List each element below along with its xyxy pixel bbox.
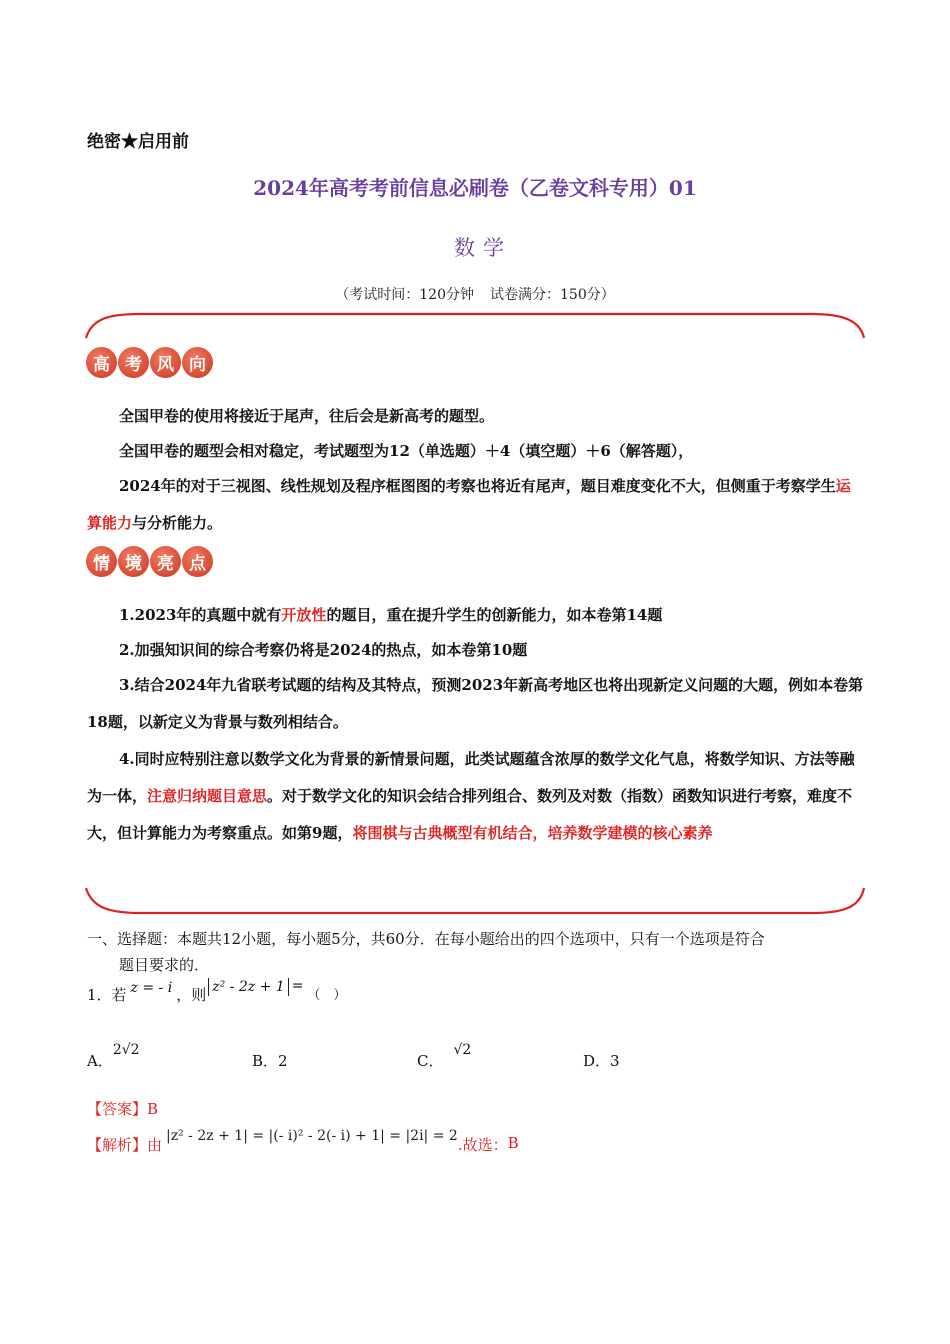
badge-char: 情 (86, 546, 117, 577)
analysis-line (87, 1128, 519, 1155)
highlight-text: 注意归纳题目意思 (147, 787, 268, 805)
context-highlight-badge (86, 546, 213, 577)
option-label: D． (583, 1052, 611, 1070)
part-heading-cont: 题目要求的． (119, 956, 210, 974)
option-b[interactable] (252, 1050, 288, 1071)
part-heading (87, 926, 867, 978)
badge-char: 境 (118, 546, 149, 577)
text-run: 。对于数学文化的知识会结合排列组合、数列及对数（指数）函数知识进行考察，难度不大，但计算能力为考察重点。如第9题， (87, 787, 853, 842)
gaokao-paragraph-1: 全国甲卷的使用将接近于尾声，往后会是新高考的题型。 (119, 407, 495, 425)
highlight-item-1 (87, 597, 865, 634)
option-label: C． (417, 1052, 444, 1070)
option-value: √2 (453, 1042, 472, 1058)
answer-label: 【答案】 (87, 1100, 148, 1118)
answer-line (87, 1098, 158, 1119)
analysis-prefix: 由 (147, 1136, 163, 1154)
option-a[interactable] (87, 1042, 140, 1071)
highlight-text: 开放性 (281, 606, 327, 624)
highlight-text: 运算能力 (87, 477, 851, 532)
exam-time: （考试时间：120分钟 (335, 287, 474, 303)
text-run: 的题目，重在提升学生的创新能力，如本卷第14题 (326, 606, 663, 624)
badge-char: 向 (182, 347, 213, 378)
option-label: A． (87, 1052, 113, 1070)
badge-char: 风 (150, 347, 181, 378)
gaokao-trend-badge (86, 347, 213, 378)
question-expression: z² - 2z + 1 (208, 978, 288, 996)
highlight-item-2: 2.加强知识间的综合考察仍将是2024的热点，如本卷第10题 (119, 641, 528, 659)
question-number: 1．若 (87, 986, 127, 1004)
highlight-item-4 (87, 741, 865, 852)
analysis-suffix: .故选： (457, 1136, 508, 1154)
option-label: B． (252, 1052, 279, 1070)
badge-char: 高 (86, 347, 117, 378)
analysis-answer: B (507, 1134, 519, 1152)
text-run: 2024年的对于三视图、线性规划及程序框图图的考察也将近有尾声，题目难度变化不大，但侧重于考察学生 (119, 477, 836, 495)
page-title: 2024年高考考前信息必刷卷（乙卷文科专用）01 (253, 176, 697, 200)
badge-char: 亮 (150, 546, 181, 577)
option-value: 3 (610, 1052, 620, 1070)
text-run: 4.同时应特别注意以数学文化为背景的新情景问题，此类试题蕴含浓厚的数学文化气息，将数学知识、方法等融为一体， (87, 750, 855, 805)
question-equals: = (291, 978, 304, 994)
answer-blank: （ ） (307, 988, 347, 1003)
analysis-math: |z² - 2z + 1| = |(- i)² - 2(- i) + 1| = |2i| = 2 (166, 1128, 458, 1144)
full-score: 试卷满分：150分） (490, 287, 615, 303)
text-run: 1.2023年的真题中就有 (119, 606, 282, 624)
question-condition: z = - i (130, 980, 173, 996)
subject-title: 数学 (454, 236, 512, 260)
badge-char: 点 (182, 546, 213, 577)
highlight-text: 将围棋与古典概型有机结合，培养数学建模的核心素养 (352, 824, 713, 842)
question-1 (87, 978, 347, 1005)
gaokao-paragraph-2: 全国甲卷的题型会相对稳定，考试题型为12（单选题）＋4（填空题）＋6（解答题）， (119, 442, 694, 460)
option-value: 2 (278, 1052, 288, 1070)
option-value: 2√2 (112, 1042, 140, 1058)
confidential-label: 绝密★启用前 (87, 132, 189, 152)
option-d[interactable] (583, 1050, 620, 1071)
answer-value: B (147, 1100, 159, 1118)
text-run: 与分析能力。 (132, 514, 223, 532)
part-heading-line: 一、选择题：本题共12小题，每小题5分，共60分．在每小题给出的四个选项中，只有一个选项是符合 (87, 930, 765, 948)
analysis-label: 【解析】 (87, 1136, 148, 1154)
exam-info (0, 284, 950, 304)
highlight-item-3: 3.结合2024年九省联考试题的结构及其特点，预测2023年新高考地区也将出现新定义问题的大题，例如本卷第18题，以新定义为背景与数列相结合。 (87, 676, 864, 731)
question-mid: ，则 (176, 986, 207, 1004)
option-c[interactable] (417, 1042, 472, 1071)
badge-char: 考 (118, 347, 149, 378)
gaokao-paragraph-3 (87, 468, 865, 542)
